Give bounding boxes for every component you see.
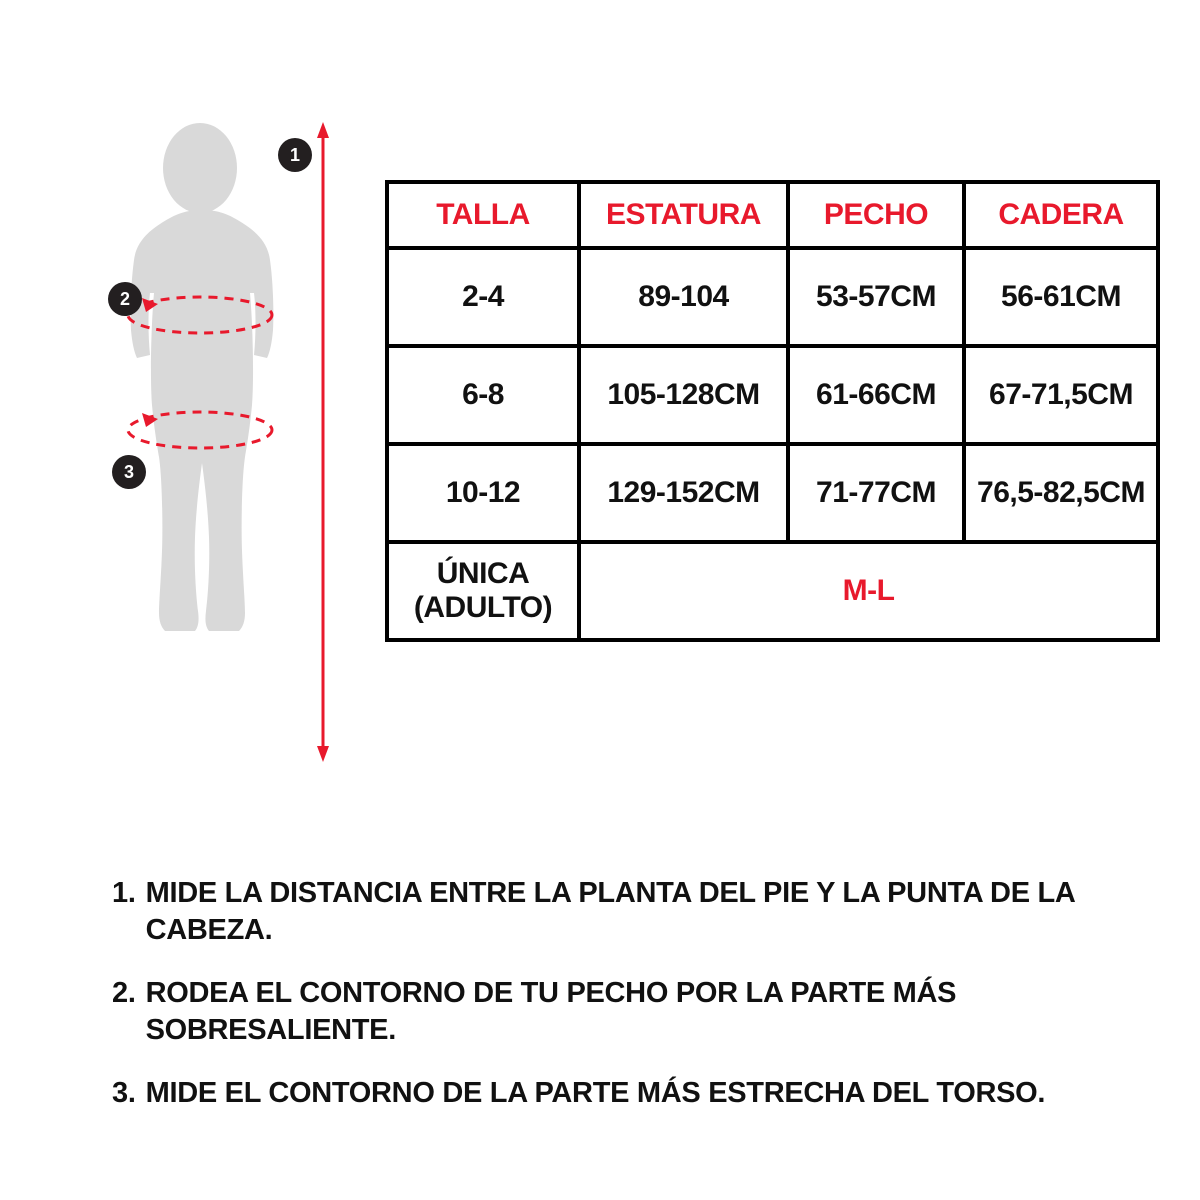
- table-row-unica: [387, 542, 1158, 640]
- cell-talla: 2-4: [387, 248, 579, 346]
- column-header-talla: TALLA: [387, 182, 579, 248]
- measurement-figure: [90, 110, 370, 790]
- table-header: [387, 182, 1158, 248]
- table-header-row: [387, 182, 1158, 248]
- instruction-number-1: 1.: [112, 877, 136, 909]
- instruction-item-2: [112, 975, 1142, 1049]
- instruction-item-3: [112, 1075, 1142, 1112]
- unica-line-1: ÚNICA: [436, 556, 530, 590]
- cell-unica-label: [387, 542, 579, 640]
- size-chart-table: [385, 180, 1160, 642]
- column-header-pecho: PECHO: [788, 182, 964, 248]
- cell-pecho: 53-57CM: [788, 248, 964, 346]
- instruction-item-1: [112, 875, 1142, 949]
- marker-2-label: 2: [119, 288, 130, 309]
- column-header-cadera: CADERA: [964, 182, 1158, 248]
- marker-3-label: 3: [123, 461, 134, 482]
- cell-pecho: 61-66CM: [788, 346, 964, 444]
- table-row: [387, 444, 1158, 542]
- table-row: [387, 346, 1158, 444]
- cell-estatura: 105-128CM: [579, 346, 788, 444]
- height-arrow-head-bottom: [317, 746, 329, 762]
- cell-unica-value: M-L: [579, 542, 1158, 640]
- instructions-list: [112, 875, 1142, 1139]
- instruction-number-2: 2.: [112, 977, 136, 1010]
- cell-pecho: 71-77CM: [788, 444, 964, 542]
- cell-cadera: 56-61CM: [964, 248, 1158, 346]
- table-body: [387, 248, 1158, 640]
- height-arrow-head-top: [317, 122, 329, 138]
- marker-1-badge: [278, 138, 312, 172]
- instruction-number-3: 3.: [112, 1077, 136, 1110]
- cell-estatura: 89-104: [579, 248, 788, 346]
- instruction-text-2: RODEA EL CONTORNO DE TU PECHO POR LA PARTE MÁS SOBRESALIENTE.: [145, 977, 957, 1047]
- silhouette-diagram: [90, 110, 370, 790]
- instruction-text-1: MIDE LA DISTANCIA ENTRE LA PLANTA DEL PIE Y LA PUNTA DE LA CABEZA.: [145, 877, 1075, 947]
- cell-cadera: 67-71,5CM: [964, 346, 1158, 444]
- unica-line-2: (ADULTO): [413, 591, 553, 624]
- body-silhouette: [131, 123, 274, 631]
- cell-cadera: 76,5-82,5CM: [964, 444, 1158, 542]
- marker-1-label: 1: [289, 144, 300, 165]
- table-row: [387, 248, 1158, 346]
- cell-talla: 10-12: [387, 444, 579, 542]
- cell-estatura: 129-152CM: [579, 444, 788, 542]
- cell-talla: 6-8: [387, 346, 579, 444]
- marker-3-badge: [112, 455, 146, 489]
- marker-2-badge: [108, 282, 142, 316]
- instruction-text-3: MIDE EL CONTORNO DE LA PARTE MÁS ESTRECHA DEL TORSO.: [145, 1077, 1046, 1110]
- column-header-estatura: ESTATURA: [579, 182, 788, 248]
